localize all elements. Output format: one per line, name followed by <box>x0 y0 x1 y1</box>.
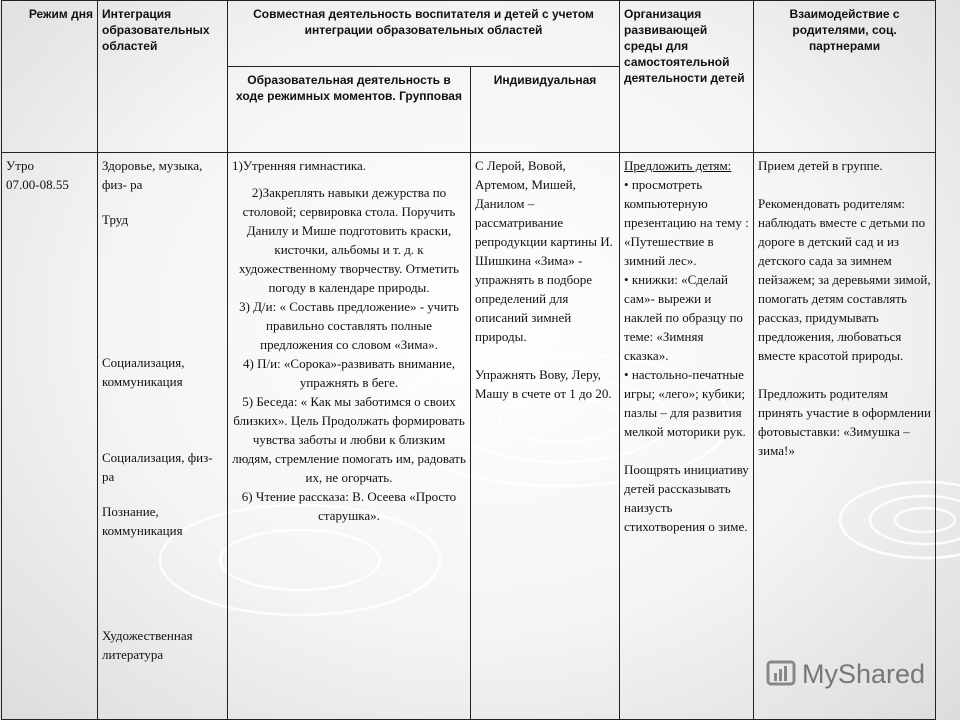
environment-bullet-1-text: просмотреть компьютерную презентацию на тему : «Путешествие в зимний лес». <box>624 177 749 268</box>
environment-bullet-1: • просмотреть компьютерную презентацию на тему : «Путешествие в зимний лес». <box>624 177 749 268</box>
header-environment: Организация развивающей среды для самостоятельной деятельности детей <box>620 1 754 153</box>
area-socialization-pe: Социализация, физ- ра <box>102 450 213 484</box>
group-item-6: 6) Чтение рассказа: В. Осеева «Просто старушка». <box>241 489 457 523</box>
environment-encourage: Поощрять инициативу детей рассказывать наизусть стихотворения о зиме. <box>624 462 749 534</box>
group-item-4: 4) П/и: «Сорока»-развивать внимание, упражнять в беге. <box>243 356 455 390</box>
area-health: Здоровье, музыка, физ- ра <box>102 158 203 192</box>
myshared-brand-text: MyShared <box>802 658 926 689</box>
cell-environment <box>620 153 754 720</box>
environment-bullet-3-text: настольно-печатные игры; «лего»; кубики; пазлы – для развития мелкой моторики рук. <box>624 367 746 439</box>
group-item-1: 1)Утренняя гимнастика. <box>232 158 367 173</box>
cell-parents <box>754 153 936 720</box>
parents-item-3: Предложить родителям принять участие в оформлении фотовыставки: «Зимушка – зима!» <box>758 386 931 458</box>
parents-item-2: Рекомендовать родителям: наблюдать вместе с детьми по дороге в детский сад и из детского сада за зимнем пейзажем; за деревьями зимой, помогать детям составлять рассказ, придумывать предложения, любоваться вместе красотой природы. <box>758 196 931 363</box>
header-joint-activity: Совместная деятельность воспитателя и детей с учетом интеграции образовательных областей <box>228 1 620 67</box>
cell-areas <box>98 153 228 720</box>
individual-item-1: С Лерой, Вовой, Артемом, Мишей, Данилом – рассматривание репродукции картины И. Шишкина «Зима» - упражнять в подборе определений для описаний зимней природы. <box>475 158 613 344</box>
myshared-watermark <box>766 657 925 691</box>
header-mode: Режим дня <box>2 1 98 153</box>
individual-item-2: Упражнять Вову, Леру, Машу в счете от 1 до 20. <box>475 367 612 401</box>
group-item-2: 2)Закреплять навыки дежурства по столовой; сервировка стола. Поручить Данилу и Мише подготовить краски, кисточки, альбомы и т. д. к художественному творчеству. Отметить погоду в календаре природы. <box>238 185 459 295</box>
area-literature: Художественная литература <box>102 628 193 662</box>
cell-individual-activity <box>471 153 620 720</box>
area-cognition: Познание, коммуникация <box>102 504 183 538</box>
environment-bullet-2: • книжки: «Сделай сам»- вырежи и наклей по образцу по теме: «Зимняя сказка». <box>624 272 743 363</box>
header-group-activity: Образовательная деятельность в ходе режимных моментов. Групповая <box>228 67 471 153</box>
group-item-3: 3) Д/и: « Составь предложение» - учить правильно составлять полные предложения со словом «Зима». <box>239 299 459 352</box>
mode-time-range: 07.00-08.55 <box>6 177 69 192</box>
environment-bullet-3: • настольно-печатные игры; «лего»; кубики; пазлы – для развития мелкой моторики рук. <box>624 367 746 439</box>
parents-item-1: Прием детей в группе. <box>758 158 883 173</box>
area-labor: Труд <box>102 212 129 227</box>
environment-bullet-2-text: книжки: «Сделай сам»- вырежи и наклей по образцу по теме: «Зимняя сказка». <box>624 272 743 363</box>
header-individual-activity: Индивидуальная <box>471 67 620 153</box>
group-item-5: 5) Беседа: « Как мы заботимся о своих близких». Цель Продолжать формировать чувства заботы и любви к близким людям, стремление помогать им, радовать их, не огорчать. <box>232 394 466 485</box>
area-socialization: Социализация, коммуникация <box>102 355 185 389</box>
daily-plan-table <box>1 0 936 720</box>
myshared-logo-icon <box>766 659 796 689</box>
mode-time-of-day: Утро <box>6 158 35 173</box>
cell-mode <box>2 153 98 720</box>
environment-intro: Предложить детям: <box>624 158 732 173</box>
header-parents: Взаимодействие с родителями, соц. партнерами <box>754 1 936 153</box>
header-integration: Интеграция образовательных областей <box>98 1 228 153</box>
cell-group-activity <box>228 153 471 720</box>
